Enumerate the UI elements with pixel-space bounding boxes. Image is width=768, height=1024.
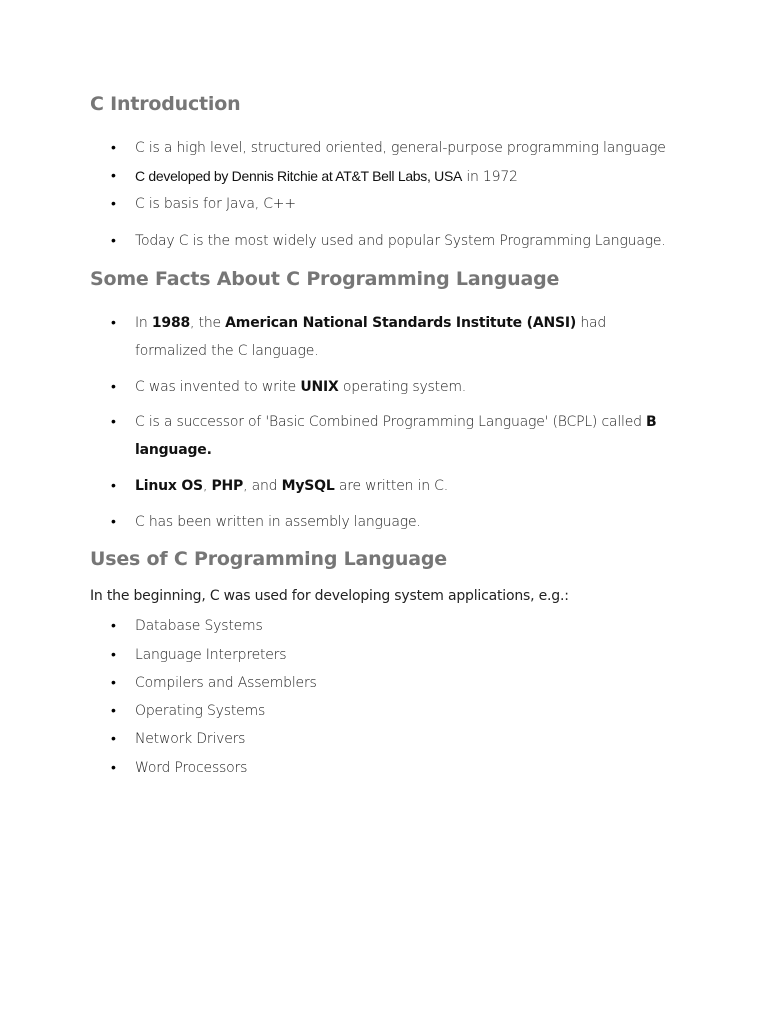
- list-item-text: C is basis for Java, C++: [135, 196, 296, 212]
- bullet-icon: •: [111, 675, 116, 691]
- list-item-text: [135, 309, 656, 365]
- bold-php: PHP: [211, 478, 244, 494]
- bullet-icon: •: [111, 618, 116, 634]
- list-item: [111, 669, 691, 697]
- list-item-text: Network Drivers: [135, 731, 246, 747]
- list-item-text: [135, 162, 691, 191]
- list-item-text: Database Systems: [135, 618, 263, 634]
- list-item: [111, 508, 691, 536]
- list-item: [111, 725, 691, 753]
- list-item: [111, 697, 691, 725]
- list-item: [111, 754, 691, 782]
- list-item: [111, 408, 671, 464]
- inline-text: C was invented to write: [135, 379, 301, 395]
- list-item-text: Language Interpreters: [135, 647, 287, 663]
- bullet-icon: •: [111, 647, 116, 663]
- inline-text-arial: C developed by Dennis Ritchie at AT&T Bell Labs, USA: [135, 168, 463, 184]
- list-item-text: [135, 373, 691, 401]
- list-item: [111, 227, 691, 255]
- list-item: [111, 373, 691, 401]
- heading-uses: Uses of C Programming Language: [90, 548, 447, 570]
- list-item: [111, 134, 691, 162]
- list-item: [111, 612, 691, 640]
- inline-text: C is a successor of 'Basic Combined Programming Language' (BCPL) called: [135, 414, 647, 430]
- heading-some-facts: Some Facts About C Programming Language: [90, 268, 560, 290]
- list-item-text: [135, 472, 691, 500]
- inline-text: are written in C.: [334, 478, 448, 494]
- uses-intro-paragraph: In the beginning, C was used for developing system applications, e.g.:: [90, 588, 569, 604]
- list-item-text: Today C is the most widely used and popular System Programming Language.: [135, 233, 666, 249]
- list-item: [111, 472, 691, 500]
- bullet-icon: •: [111, 760, 116, 776]
- bold-b-language: B language.: [135, 414, 657, 458]
- inline-text: operating system.: [338, 379, 467, 395]
- bold-unix: UNIX: [300, 379, 339, 395]
- inline-text: In: [135, 315, 152, 331]
- bullet-icon: •: [111, 168, 116, 184]
- bullet-icon: •: [111, 703, 116, 719]
- list-item: [111, 641, 691, 669]
- bullet-icon: •: [111, 315, 116, 331]
- heading-c-introduction: C Introduction: [90, 93, 241, 115]
- inline-text: , the: [190, 315, 226, 331]
- inline-text: had formalized the C language.: [135, 315, 607, 359]
- inline-text: ,: [202, 478, 212, 494]
- list-item-text: Operating Systems: [135, 703, 266, 719]
- bullet-icon: •: [111, 731, 116, 747]
- bold-linux: Linux OS: [135, 478, 203, 494]
- bullet-icon: •: [111, 379, 116, 395]
- list-item: [111, 190, 691, 218]
- bullet-icon: •: [111, 414, 116, 430]
- bullet-icon: •: [111, 140, 116, 156]
- bold-mysql: MySQL: [281, 478, 335, 494]
- list-item-text: Compilers and Assemblers: [135, 675, 317, 691]
- list-item-text: C has been written in assembly language.: [135, 514, 421, 530]
- list-item-text: C is a high level, structured oriented, general-purpose programming language: [135, 140, 666, 156]
- inline-text: , and: [243, 478, 282, 494]
- bullet-icon: •: [111, 233, 116, 249]
- bold-ansi: American National Standards Institute (ANSI): [225, 315, 577, 331]
- bold-year: 1988: [151, 315, 191, 331]
- list-item: [111, 162, 691, 191]
- list-item: [111, 309, 656, 365]
- list-item-text: Word Processors: [135, 760, 248, 776]
- bullet-icon: •: [111, 196, 116, 212]
- list-item-text: [135, 408, 671, 464]
- inline-text: in 1972: [462, 169, 518, 185]
- bullet-icon: •: [111, 514, 116, 530]
- bullet-icon: •: [111, 478, 116, 494]
